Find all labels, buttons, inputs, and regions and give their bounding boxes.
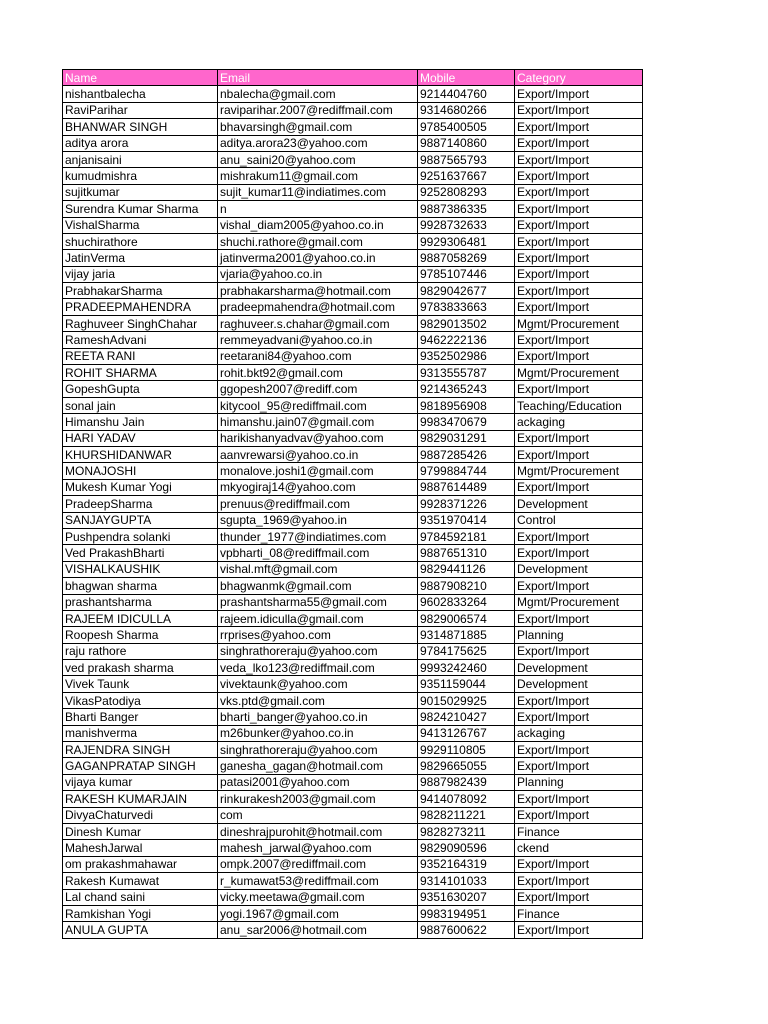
table-row bbox=[63, 578, 643, 594]
table-row bbox=[63, 692, 643, 708]
cell-category: Export/Import bbox=[515, 610, 643, 626]
cell-name: MONAJOSHI bbox=[63, 463, 218, 479]
table-row bbox=[63, 250, 643, 266]
cell-category: Export/Import bbox=[515, 168, 643, 184]
cell-mobile: 9351970414 bbox=[418, 512, 515, 528]
cell-mobile: 9214365243 bbox=[418, 381, 515, 397]
table-row bbox=[63, 545, 643, 561]
cell-mobile: 9828273211 bbox=[418, 823, 515, 839]
cell-name: sujitkumar bbox=[63, 184, 218, 200]
cell-category: Planning bbox=[515, 774, 643, 790]
cell-email: anu_saini20@yahoo.com bbox=[218, 151, 418, 167]
cell-email: vicky.meetawa@gmail.com bbox=[218, 889, 418, 905]
cell-name: Rakesh Kumawat bbox=[63, 873, 218, 889]
table-row bbox=[63, 512, 643, 528]
cell-mobile: 9887565793 bbox=[418, 151, 515, 167]
cell-category: Export/Import bbox=[515, 201, 643, 217]
table-row bbox=[63, 233, 643, 249]
table-row bbox=[63, 496, 643, 512]
cell-mobile: 9784592181 bbox=[418, 528, 515, 544]
cell-name: Lal chand saini bbox=[63, 889, 218, 905]
cell-category: Export/Import bbox=[515, 479, 643, 495]
cell-name: HARI YADAV bbox=[63, 430, 218, 446]
cell-category: Development bbox=[515, 676, 643, 692]
cell-mobile: 9351159044 bbox=[418, 676, 515, 692]
cell-name: REETA RANI bbox=[63, 348, 218, 364]
cell-name: shuchirathore bbox=[63, 233, 218, 249]
cell-category: Export/Import bbox=[515, 889, 643, 905]
cell-email: n bbox=[218, 201, 418, 217]
cell-name: vijaya kumar bbox=[63, 774, 218, 790]
cell-name: RAJENDRA SINGH bbox=[63, 742, 218, 758]
cell-email: patasi2001@yahoo.com bbox=[218, 774, 418, 790]
cell-category: Export/Import bbox=[515, 250, 643, 266]
cell-category: Export/Import bbox=[515, 692, 643, 708]
cell-mobile: 9602833264 bbox=[418, 594, 515, 610]
cell-email: monalove.joshi1@gmail.com bbox=[218, 463, 418, 479]
cell-email: yogi.1967@gmail.com bbox=[218, 905, 418, 921]
cell-name: vijay jaria bbox=[63, 266, 218, 282]
cell-name: RAJEEM IDICULLA bbox=[63, 610, 218, 626]
cell-category: Export/Import bbox=[515, 348, 643, 364]
table-row bbox=[63, 332, 643, 348]
cell-mobile: 9824210427 bbox=[418, 709, 515, 725]
cell-category: Export/Import bbox=[515, 217, 643, 233]
cell-category: Development bbox=[515, 660, 643, 676]
cell-email: m26bunker@yahoo.co.in bbox=[218, 725, 418, 741]
cell-category: Export/Import bbox=[515, 233, 643, 249]
cell-email: singhrathoreraju@yahoo.com bbox=[218, 643, 418, 659]
cell-name: kumudmishra bbox=[63, 168, 218, 184]
cell-mobile: 9829042677 bbox=[418, 283, 515, 299]
cell-mobile: 9887651310 bbox=[418, 545, 515, 561]
cell-category: Export/Import bbox=[515, 184, 643, 200]
cell-mobile: 9887386335 bbox=[418, 201, 515, 217]
cell-name: nishantbalecha bbox=[63, 86, 218, 102]
cell-mobile: 9887614489 bbox=[418, 479, 515, 495]
cell-category: Finance bbox=[515, 823, 643, 839]
cell-mobile: 9818956908 bbox=[418, 397, 515, 413]
table-row bbox=[63, 725, 643, 741]
table-row bbox=[63, 561, 643, 577]
table-row bbox=[63, 119, 643, 135]
cell-email: bhagwanmk@gmail.com bbox=[218, 578, 418, 594]
table-row bbox=[63, 823, 643, 839]
cell-mobile: 9251637667 bbox=[418, 168, 515, 184]
cell-mobile: 9414078092 bbox=[418, 791, 515, 807]
cell-name: MaheshJarwal bbox=[63, 840, 218, 856]
cell-email: ggopesh2007@rediff.com bbox=[218, 381, 418, 397]
table-row bbox=[63, 348, 643, 364]
cell-name: DivyaChaturvedi bbox=[63, 807, 218, 823]
cell-name: VikasPatodiya bbox=[63, 692, 218, 708]
cell-email: vks.ptd@gmail.com bbox=[218, 692, 418, 708]
cell-email: rrprises@yahoo.com bbox=[218, 627, 418, 643]
cell-email: kitycool_95@rediffmail.com bbox=[218, 397, 418, 413]
column-header-email: Email bbox=[218, 70, 418, 86]
cell-category: Export/Import bbox=[515, 922, 643, 938]
cell-mobile: 9314101033 bbox=[418, 873, 515, 889]
table-row bbox=[63, 102, 643, 118]
cell-category: Export/Import bbox=[515, 856, 643, 872]
cell-name: ROHIT SHARMA bbox=[63, 365, 218, 381]
table-row bbox=[63, 414, 643, 430]
cell-mobile: 9829441126 bbox=[418, 561, 515, 577]
cell-category: ackaging bbox=[515, 725, 643, 741]
cell-email: shuchi.rathore@gmail.com bbox=[218, 233, 418, 249]
table-row bbox=[63, 528, 643, 544]
cell-mobile: 9352502986 bbox=[418, 348, 515, 364]
cell-email: harikishanyadvav@yahoo.com bbox=[218, 430, 418, 446]
cell-category: Export/Import bbox=[515, 545, 643, 561]
cell-name: RaviParihar bbox=[63, 102, 218, 118]
cell-category: Export/Import bbox=[515, 742, 643, 758]
cell-category: Mgmt/Procurement bbox=[515, 463, 643, 479]
cell-email: prashantsharma55@gmail.com bbox=[218, 594, 418, 610]
cell-name: ved prakash sharma bbox=[63, 660, 218, 676]
table-row bbox=[63, 758, 643, 774]
cell-mobile: 9829090596 bbox=[418, 840, 515, 856]
table-row bbox=[63, 840, 643, 856]
cell-mobile: 9015029925 bbox=[418, 692, 515, 708]
cell-name: anjanisaini bbox=[63, 151, 218, 167]
cell-mobile: 9829665055 bbox=[418, 758, 515, 774]
cell-email: vjaria@yahoo.co.in bbox=[218, 266, 418, 282]
cell-mobile: 9313555787 bbox=[418, 365, 515, 381]
cell-category: Development bbox=[515, 561, 643, 577]
cell-name: VISHALKAUSHIK bbox=[63, 561, 218, 577]
cell-email: singhrathoreraju@yahoo.com bbox=[218, 742, 418, 758]
cell-email: com bbox=[218, 807, 418, 823]
cell-name: VishalSharma bbox=[63, 217, 218, 233]
cell-category: Teaching/Education bbox=[515, 397, 643, 413]
cell-name: Bharti Banger bbox=[63, 709, 218, 725]
cell-mobile: 9929306481 bbox=[418, 233, 515, 249]
cell-mobile: 9928732633 bbox=[418, 217, 515, 233]
table-row bbox=[63, 742, 643, 758]
cell-category: Export/Import bbox=[515, 430, 643, 446]
cell-category: Export/Import bbox=[515, 86, 643, 102]
cell-email: aanvrewarsi@yahoo.co.in bbox=[218, 446, 418, 462]
cell-name: PradeepSharma bbox=[63, 496, 218, 512]
cell-category: Control bbox=[515, 512, 643, 528]
table-row bbox=[63, 791, 643, 807]
cell-category: ckend bbox=[515, 840, 643, 856]
header-row bbox=[63, 70, 643, 86]
cell-name: Roopesh Sharma bbox=[63, 627, 218, 643]
cell-email: rohit.bkt92@gmail.com bbox=[218, 365, 418, 381]
cell-name: BHANWAR SINGH bbox=[63, 119, 218, 135]
cell-mobile: 9784175625 bbox=[418, 643, 515, 659]
cell-category: Export/Import bbox=[515, 791, 643, 807]
cell-email: mishrakum11@gmail.com bbox=[218, 168, 418, 184]
cell-email: raghuveer.s.chahar@gmail.com bbox=[218, 315, 418, 331]
cell-category: Export/Import bbox=[515, 709, 643, 725]
cell-mobile: 9887140860 bbox=[418, 135, 515, 151]
cell-email: vishal_diam2005@yahoo.co.in bbox=[218, 217, 418, 233]
cell-mobile: 9828211221 bbox=[418, 807, 515, 823]
cell-email: prabhakarsharma@hotmail.com bbox=[218, 283, 418, 299]
cell-name: Himanshu Jain bbox=[63, 414, 218, 430]
table-row bbox=[63, 610, 643, 626]
cell-name: PrabhakarSharma bbox=[63, 283, 218, 299]
table-row bbox=[63, 922, 643, 938]
cell-name: RAKESH KUMARJAIN bbox=[63, 791, 218, 807]
cell-email: ompk.2007@rediffmail.com bbox=[218, 856, 418, 872]
cell-category: Export/Import bbox=[515, 643, 643, 659]
table-row bbox=[63, 660, 643, 676]
cell-name: PRADEEPMAHENDRA bbox=[63, 299, 218, 315]
table-row bbox=[63, 184, 643, 200]
cell-mobile: 9799884744 bbox=[418, 463, 515, 479]
cell-mobile: 9887600622 bbox=[418, 922, 515, 938]
table-row bbox=[63, 430, 643, 446]
cell-name: prashantsharma bbox=[63, 594, 218, 610]
cell-category: Mgmt/Procurement bbox=[515, 315, 643, 331]
cell-category: Export/Import bbox=[515, 807, 643, 823]
cell-email: vishal.mft@gmail.com bbox=[218, 561, 418, 577]
cell-mobile: 9887908210 bbox=[418, 578, 515, 594]
table-row bbox=[63, 463, 643, 479]
cell-mobile: 9785400505 bbox=[418, 119, 515, 135]
cell-name: Ved PrakashBharti bbox=[63, 545, 218, 561]
cell-name: Mukesh Kumar Yogi bbox=[63, 479, 218, 495]
cell-mobile: 9829031291 bbox=[418, 430, 515, 446]
cell-category: Export/Import bbox=[515, 266, 643, 282]
table-body bbox=[63, 86, 643, 938]
cell-mobile: 9351630207 bbox=[418, 889, 515, 905]
cell-name: Surendra Kumar Sharma bbox=[63, 201, 218, 217]
cell-mobile: 9785107446 bbox=[418, 266, 515, 282]
cell-category: Planning bbox=[515, 627, 643, 643]
cell-name: Raghuveer SinghChahar bbox=[63, 315, 218, 331]
cell-email: pradeepmahendra@hotmail.com bbox=[218, 299, 418, 315]
cell-name: sonal jain bbox=[63, 397, 218, 413]
table-row bbox=[63, 594, 643, 610]
cell-category: Export/Import bbox=[515, 528, 643, 544]
table-row bbox=[63, 283, 643, 299]
cell-category: Export/Import bbox=[515, 102, 643, 118]
column-header-category: Category bbox=[515, 70, 643, 86]
table-row bbox=[63, 397, 643, 413]
cell-mobile: 9352164319 bbox=[418, 856, 515, 872]
table-row bbox=[63, 135, 643, 151]
cell-email: veda_lko123@rediffmail.com bbox=[218, 660, 418, 676]
cell-email: anu_sar2006@hotmail.com bbox=[218, 922, 418, 938]
cell-category: Mgmt/Procurement bbox=[515, 594, 643, 610]
cell-email: rajeem.idiculla@gmail.com bbox=[218, 610, 418, 626]
cell-email: himanshu.jain07@gmail.com bbox=[218, 414, 418, 430]
cell-mobile: 9983470679 bbox=[418, 414, 515, 430]
cell-category: Export/Import bbox=[515, 119, 643, 135]
table-row bbox=[63, 266, 643, 282]
cell-name: JatinVerma bbox=[63, 250, 218, 266]
table-row bbox=[63, 446, 643, 462]
table-row bbox=[63, 709, 643, 725]
table-row bbox=[63, 86, 643, 102]
cell-email: bharti_banger@yahoo.co.in bbox=[218, 709, 418, 725]
table-row bbox=[63, 479, 643, 495]
cell-email: thunder_1977@indiatimes.com bbox=[218, 528, 418, 544]
cell-mobile: 9928371226 bbox=[418, 496, 515, 512]
cell-name: om prakashmahawar bbox=[63, 856, 218, 872]
table-row bbox=[63, 151, 643, 167]
cell-name: GAGANPRATAP SINGH bbox=[63, 758, 218, 774]
cell-email: dineshrajpurohit@hotmail.com bbox=[218, 823, 418, 839]
cell-email: ganesha_gagan@hotmail.com bbox=[218, 758, 418, 774]
table-row bbox=[63, 381, 643, 397]
cell-email: prenuus@rediffmail.com bbox=[218, 496, 418, 512]
cell-category: Export/Import bbox=[515, 381, 643, 397]
cell-email: r_kumawat53@rediffmail.com bbox=[218, 873, 418, 889]
cell-mobile: 9887285426 bbox=[418, 446, 515, 462]
cell-name: GopeshGupta bbox=[63, 381, 218, 397]
cell-email: jatinverma2001@yahoo.co.in bbox=[218, 250, 418, 266]
cell-mobile: 9887982439 bbox=[418, 774, 515, 790]
table-row bbox=[63, 643, 643, 659]
cell-email: mahesh_jarwal@yahoo.com bbox=[218, 840, 418, 856]
table-row bbox=[63, 168, 643, 184]
cell-mobile: 9252808293 bbox=[418, 184, 515, 200]
table-row bbox=[63, 873, 643, 889]
cell-mobile: 9783833663 bbox=[418, 299, 515, 315]
table-row bbox=[63, 807, 643, 823]
cell-category: Export/Import bbox=[515, 332, 643, 348]
table-row bbox=[63, 365, 643, 381]
cell-mobile: 9993242460 bbox=[418, 660, 515, 676]
cell-category: Export/Import bbox=[515, 578, 643, 594]
cell-email: sujit_kumar11@indiatimes.com bbox=[218, 184, 418, 200]
cell-name: manishverma bbox=[63, 725, 218, 741]
cell-mobile: 9829006574 bbox=[418, 610, 515, 626]
cell-mobile: 9462222136 bbox=[418, 332, 515, 348]
cell-name: ANULA GUPTA bbox=[63, 922, 218, 938]
table-row bbox=[63, 905, 643, 921]
cell-category: ackaging bbox=[515, 414, 643, 430]
cell-name: bhagwan sharma bbox=[63, 578, 218, 594]
cell-mobile: 9214404760 bbox=[418, 86, 515, 102]
cell-name: aditya arora bbox=[63, 135, 218, 151]
cell-category: Export/Import bbox=[515, 873, 643, 889]
table-row bbox=[63, 299, 643, 315]
cell-name: KHURSHIDANWAR bbox=[63, 446, 218, 462]
table-row bbox=[63, 627, 643, 643]
cell-category: Export/Import bbox=[515, 299, 643, 315]
cell-email: rinkurakesh2003@gmail.com bbox=[218, 791, 418, 807]
cell-category: Mgmt/Procurement bbox=[515, 365, 643, 381]
cell-mobile: 9983194951 bbox=[418, 905, 515, 921]
cell-category: Export/Import bbox=[515, 135, 643, 151]
cell-name: RameshAdvani bbox=[63, 332, 218, 348]
cell-email: reetarani84@yahoo.com bbox=[218, 348, 418, 364]
cell-mobile: 9413126767 bbox=[418, 725, 515, 741]
table-row bbox=[63, 201, 643, 217]
cell-email: vivektaunk@yahoo.com bbox=[218, 676, 418, 692]
cell-name: Vivek Taunk bbox=[63, 676, 218, 692]
cell-email: mkyogiraj14@yahoo.com bbox=[218, 479, 418, 495]
cell-email: raviparihar.2007@rediffmail.com bbox=[218, 102, 418, 118]
cell-name: Dinesh Kumar bbox=[63, 823, 218, 839]
table-row bbox=[63, 856, 643, 872]
cell-category: Export/Import bbox=[515, 758, 643, 774]
cell-email: sgupta_1969@yahoo.in bbox=[218, 512, 418, 528]
cell-category: Export/Import bbox=[515, 446, 643, 462]
cell-mobile: 9314871885 bbox=[418, 627, 515, 643]
cell-mobile: 9829013502 bbox=[418, 315, 515, 331]
cell-category: Export/Import bbox=[515, 151, 643, 167]
cell-name: Pushpendra solanki bbox=[63, 528, 218, 544]
cell-mobile: 9314680266 bbox=[418, 102, 515, 118]
cell-name: raju rathore bbox=[63, 643, 218, 659]
column-header-name: Name bbox=[63, 70, 218, 86]
cell-email: aditya.arora23@yahoo.com bbox=[218, 135, 418, 151]
cell-category: Development bbox=[515, 496, 643, 512]
table-row bbox=[63, 774, 643, 790]
table-row bbox=[63, 315, 643, 331]
cell-email: bhavarsingh@gmail.com bbox=[218, 119, 418, 135]
cell-category: Export/Import bbox=[515, 283, 643, 299]
table-row bbox=[63, 889, 643, 905]
contacts-table bbox=[62, 69, 643, 939]
cell-mobile: 9929110805 bbox=[418, 742, 515, 758]
table-row bbox=[63, 676, 643, 692]
cell-name: SANJAYGUPTA bbox=[63, 512, 218, 528]
cell-name: Ramkishan Yogi bbox=[63, 905, 218, 921]
cell-email: nbalecha@gmail.com bbox=[218, 86, 418, 102]
cell-mobile: 9887058269 bbox=[418, 250, 515, 266]
column-header-mobile: Mobile bbox=[418, 70, 515, 86]
cell-email: remmeyadvani@yahoo.co.in bbox=[218, 332, 418, 348]
table-row bbox=[63, 217, 643, 233]
cell-category: Finance bbox=[515, 905, 643, 921]
cell-email: vpbharti_08@rediffmail.com bbox=[218, 545, 418, 561]
